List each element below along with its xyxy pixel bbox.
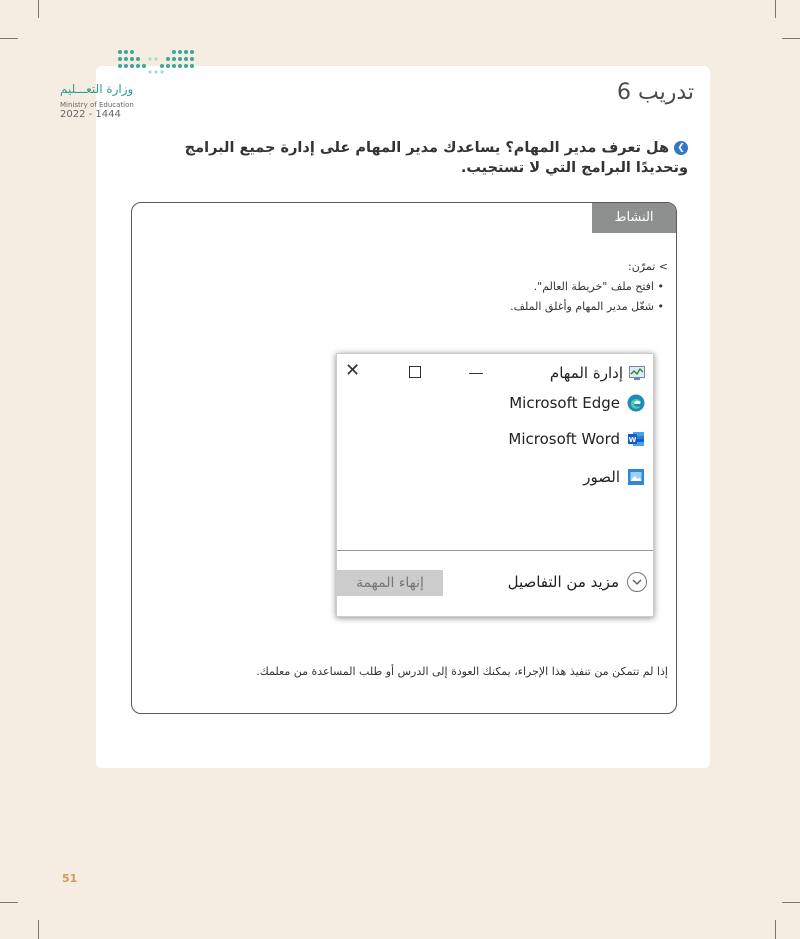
list-item: • افتح ملف "خريطة العالم". (533, 280, 664, 293)
app-name: الصور (583, 468, 620, 486)
end-task-button[interactable]: إنهاء المهمة (337, 570, 443, 596)
window-title-text: إدارة المهام (549, 364, 623, 382)
exercise-question (128, 138, 688, 178)
minimize-icon[interactable] (469, 373, 483, 374)
more-details-toggle[interactable] (508, 572, 647, 592)
ministry-logo (60, 46, 210, 146)
question-text: هل تعرف مدير المهام؟ يساعدك مدير المهام على إدارة جميع البرامج وتحديدًا البرامج التي لا تستجيب. (184, 140, 688, 176)
more-details-label: مزيد من التفاصيل (507, 573, 619, 591)
edge-icon (627, 394, 645, 412)
step-text: افتح ملف "خريطة العالم". (533, 280, 654, 293)
svg-text:W: W (628, 436, 637, 444)
crop-mark (782, 902, 800, 903)
activity-box (131, 202, 677, 714)
crop-mark (38, 920, 39, 939)
word-icon (627, 430, 645, 448)
chevron-right-icon: ❯ (674, 141, 688, 155)
list-item[interactable] (509, 394, 645, 412)
help-note: إذا لم تتمكن من تنفيذ هذا الإجراء، يمكنك العودة إلى الدرس أو طلب المساعدة من معلمك. (256, 665, 668, 678)
crop-mark (0, 902, 18, 903)
app-name: Microsoft Word (508, 430, 620, 448)
step-text: شغّل مدير المهام وأغلق الملف. (510, 300, 654, 313)
ministry-name-arabic: وزارة التعـــليم (60, 82, 134, 96)
crop-mark (775, 920, 776, 939)
task-manager-icon (629, 366, 645, 380)
exercise-title: تدريب 6 (616, 80, 694, 105)
photos-icon (627, 468, 645, 486)
crop-mark (38, 0, 39, 18)
crop-mark (782, 38, 800, 39)
divider (337, 550, 653, 551)
ministry-name-english: Ministry of Education (60, 101, 134, 109)
task-manager-window (336, 353, 654, 617)
list-item: • شغّل مدير المهام وأغلق الملف. (510, 300, 664, 313)
logo-dots-icon (112, 46, 208, 76)
task-manager-title (550, 364, 645, 382)
crop-mark (775, 0, 776, 18)
list-item[interactable] (583, 468, 645, 486)
academic-year: 2022 - 1444 (60, 109, 121, 120)
crop-mark (0, 38, 18, 39)
practice-label: > تمرّن: (628, 260, 668, 273)
app-name: Microsoft Edge (509, 394, 620, 412)
page-number: 51 (62, 872, 78, 885)
close-icon[interactable]: ✕ (345, 360, 361, 381)
activity-tab: النشاط (592, 203, 676, 233)
activity-instructions (368, 257, 668, 317)
list-item[interactable] (508, 430, 645, 448)
chevron-down-icon (627, 572, 647, 592)
maximize-icon[interactable] (409, 366, 421, 378)
